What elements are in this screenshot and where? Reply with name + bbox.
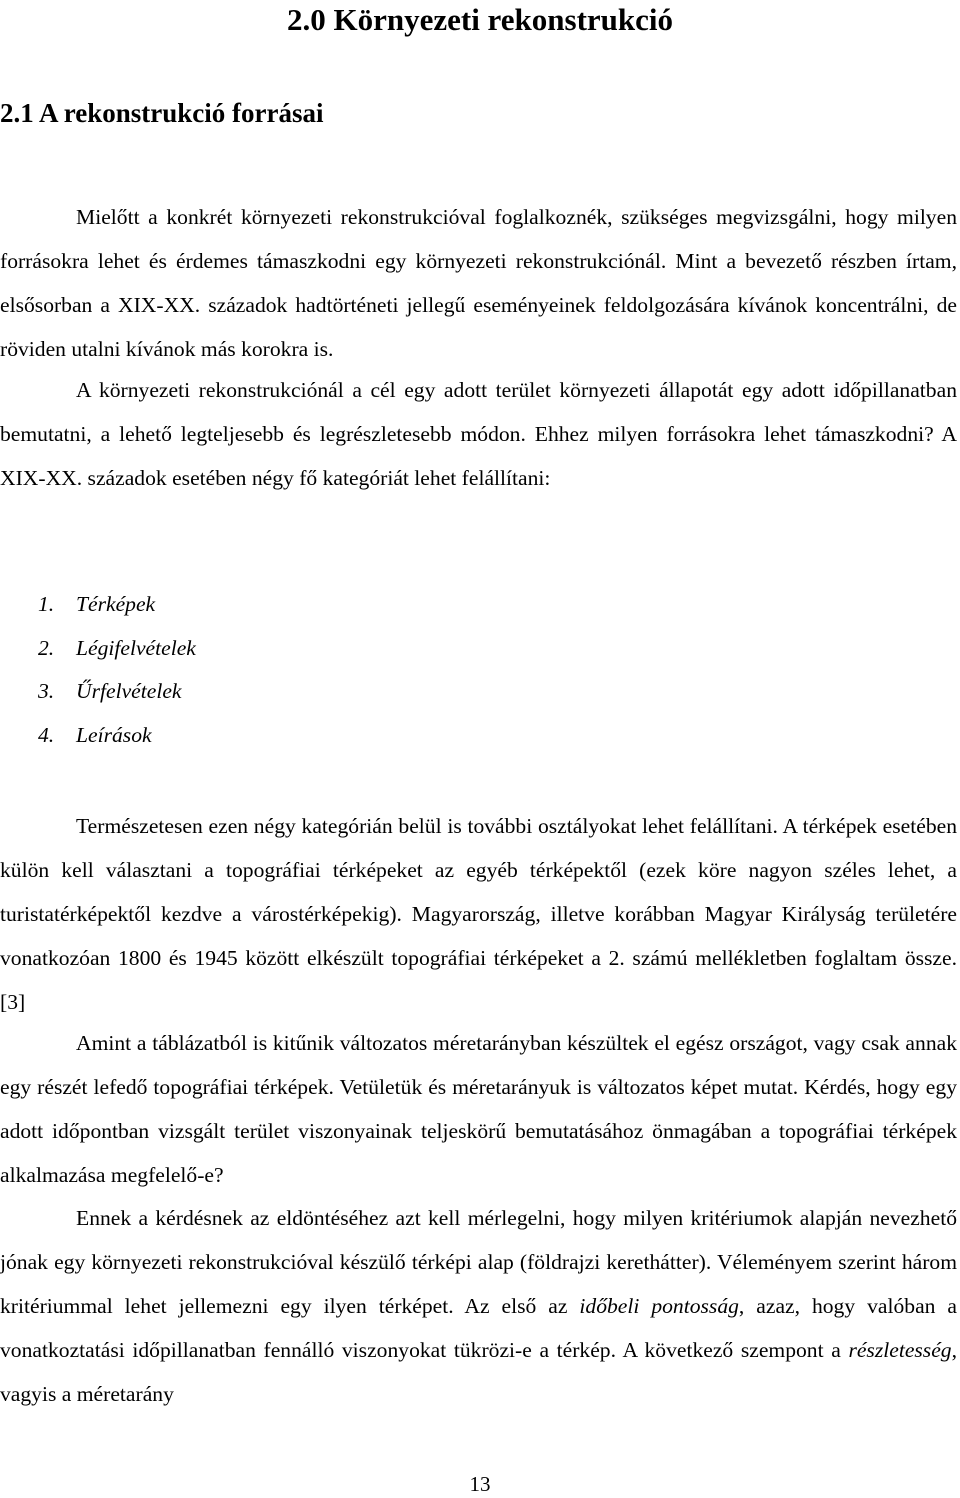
section-heading: 2.1 A rekonstrukció forrásai — [0, 98, 324, 128]
paragraph-5-text-b: , azaz, hogy valóban a vonatkoztatási időpillanatban fennálló viszonyokat tükrözi-e a térkép. A következő szempont a — [0, 1294, 957, 1362]
list-item — [38, 670, 196, 714]
category-list — [38, 583, 196, 757]
list-item-number: 1. — [38, 592, 55, 616]
list-item-label: Leírások — [76, 722, 152, 747]
paragraph-4-text: Amint a táblázatból is kitűnik változatos méretarányban készültek el egész országot, vagy csak annak egy részét lefedő topográfiai térképek. Vetületük és méretarányuk is változatos képet mutat. Kérdés, hogy egy adott időpontban vizsgált terület viszonyainak teljeskörű bemutatásához önmagában a topográfiai térképek alkalmazása megfelelő-e? — [0, 1031, 957, 1187]
emphasis-temporal-accuracy: időbeli pontosság — [579, 1294, 739, 1318]
list-item-number: 2. — [38, 635, 55, 660]
paragraph-1 — [0, 195, 957, 371]
paragraph-5-text-c: , vagyis a méretarány — [0, 1338, 957, 1406]
list-item-number: 3. — [38, 679, 55, 703]
paragraph-4 — [0, 1021, 957, 1197]
paragraph-3 — [0, 804, 957, 1024]
list-item — [38, 627, 196, 671]
list-item-label: Űrfelvételek — [76, 679, 182, 703]
list-item-number: 4. — [38, 722, 55, 747]
paragraph-5 — [0, 1196, 957, 1416]
list-item-label: Légifelvételek — [76, 635, 196, 660]
paragraph-5-text-a: Ennek a kérdésnek az eldöntéséhez azt kell mérlegelni, hogy milyen kritériumok alapján nevezhető jónak egy környezeti rekonstrukcióval készülő térképi alap (földrajzi kerethátter). Véleményem szerint három kritériummal lehet jellemezni egy ilyen térképet. Az első az — [0, 1206, 957, 1318]
paragraph-1-text: Mielőtt a konkrét környezeti rekonstrukcióval foglalkoznék, szükséges megvizsgálni, hogy milyen forrásokra lehet és érdemes támaszkodni egy környezeti rekonstrukciónál. Mint a bevezető részben írtam, elsősorban a XIX-XX. századok hadtörténeti jellegű eseményeinek feldolgozására kívánok koncentrálni, de röviden utalni kívánok más korokra is. — [0, 205, 957, 361]
list-item-label: Térképek — [76, 592, 156, 616]
paragraph-3-text: Természetesen ezen négy kategórián belül is további osztályokat lehet felállítani. A térképek esetében külön kell választani a topográfiai térképeket az egyéb térképektől (ezek köre nagyon széles lehet, a turistatérképektől kezdve a várostérképekig). Magyarország, illetve korábban Magyar Királyság területére vonatkozóan 1800 és 1945 között elkészült topográfiai térképeket a 2. számú mellékletben foglaltam össze. [3] — [0, 814, 957, 1014]
paragraph-2-text: A környezeti rekonstrukciónál a cél egy adott terület környezeti állapotát egy adott időpillanatban bemutatni, a lehető legteljesebb és legrészletesebb módon. Ehhez milyen forrásokra lehet támaszkodni? A XIX-XX. századok esetében négy fő kategóriát lehet felállítani: — [0, 378, 957, 490]
list-item — [38, 583, 196, 627]
chapter-heading: 2.0 Környezeti rekonstrukció — [286, 2, 674, 37]
emphasis-detail: részletesség — [848, 1338, 952, 1362]
paragraph-2 — [0, 368, 957, 500]
list-item — [38, 714, 196, 758]
page-number: 13 — [469, 1472, 491, 1496]
